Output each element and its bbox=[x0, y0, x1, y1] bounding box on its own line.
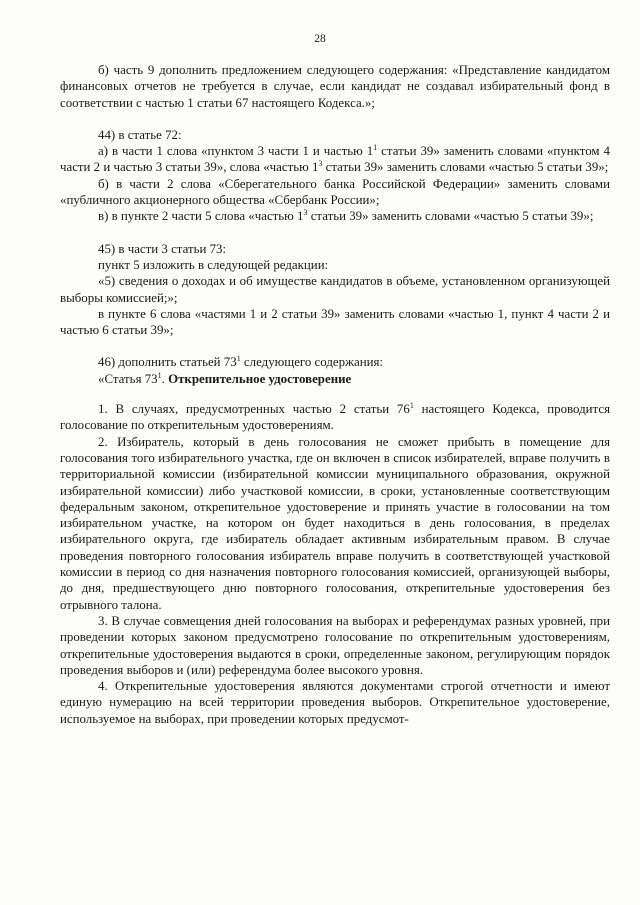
article-title: Открепительное удостоверение bbox=[168, 371, 352, 386]
document-body bbox=[60, 62, 610, 727]
article-heading: «Статья $73^1$. Открепительное удостоверение bbox=[98, 370, 352, 386]
paragraph-item-45-intro: пункт 5 изложить в следующей редакции: bbox=[98, 257, 329, 272]
paragraph-item-45-point5: «5) сведения о доходах и об имуществе кандидатов в объеме, установленном организующей выборы комиссией;»; bbox=[60, 274, 610, 305]
page-number: 28 bbox=[314, 33, 326, 45]
article-part-4: 4. Открепительные удостоверения являются документами строгой отчетности и имеют единую нумерацию на всей территории проведения выборов. Открепительное удостоверение, используемое на выборах, при проведении которых предусмот- bbox=[60, 679, 610, 726]
paragraph-item-44: 44) в статье 72: bbox=[98, 127, 182, 142]
paragraph-item-45-point6: в пункте 6 слова «частями 1 и 2 статьи 39» заменить словами «частью 1, пункт 4 части 2 и частью 6 статьи 39»; bbox=[60, 306, 610, 338]
paragraph-item-46: 46) дополнить статьей $73^1$ следующего содержания: bbox=[98, 354, 384, 370]
article-part-2: 2. Избиратель, который в день голосования не сможет прибыть в помещение для голосования того избирательного участка, где он включен в список избирателей, вправе получить в территориальной комиссии (избирательной комиссии муниципального образования, окружной избирательной комиссии) либо участковой комиссии, в сроки, установленные соответствующим федеральным законом, открепительное удостоверение и принять участие в голосовании на том избирательном участке, на котором он будет находиться в день голосования, в пределах избирательного округа, где избиратель обладает активным избирательным правом. В случае проведения повторного голосования избиратель вправе получить в соответствующей участковой комиссии в период со дня назначения повторного голосования комиссией, организующей выборы, до дня, предшествующего дню повторного голосования, открепительные удостоверения без отрывного талона. bbox=[60, 434, 610, 612]
paragraph-amend-9: б) часть 9 дополнить предложением следующего содержания: «Представление кандидатом финансовых отчетов не требуется в случае, если кандидат не создавал избирательный фонд в соответствии с частью 1 статьи 67 настоящего Кодекса.»; bbox=[60, 63, 610, 110]
paragraph-item-44b: б) в части 2 слова «Сберегательного банка Российской Федерации» заменить словами «публичного акционерного общества «Сбербанк России»; bbox=[60, 176, 610, 208]
paragraph-item-44v: в) в пункте 2 части 5 слова «частью $1^3$ статьи 39» заменить словами «частью 5 статьи 39»; bbox=[98, 208, 594, 224]
article-part-1: 1. В случаях, предусмотренных частью 2 статьи $76^1$ настоящего Кодекса, проводится голосование по открепительным удостоверениям. bbox=[60, 401, 610, 433]
paragraph-item-44a: а) в части 1 слова «пунктом 3 части 1 и частью $1^1$ статьи 39» заменить словами «пунктом 4 части 2 и частью 3 статьи 39», слова «частью $1^3$ статьи 39» заменить словами «частью 5 статьи 39»; bbox=[60, 143, 610, 175]
paragraph-item-45: 45) в части 3 статьи 73: bbox=[98, 241, 227, 256]
article-part-3: 3. В случае совмещения дней голосования на выборах и референдумах разных уровней, при проведении которых законом предусмотрено голосование по открепительным удостоверениям, открепительные удостоверения выдаются в сроки, определенные законом, регулирующим порядок проведения выборов и (или) референдума более высокого уровня. bbox=[60, 613, 610, 677]
